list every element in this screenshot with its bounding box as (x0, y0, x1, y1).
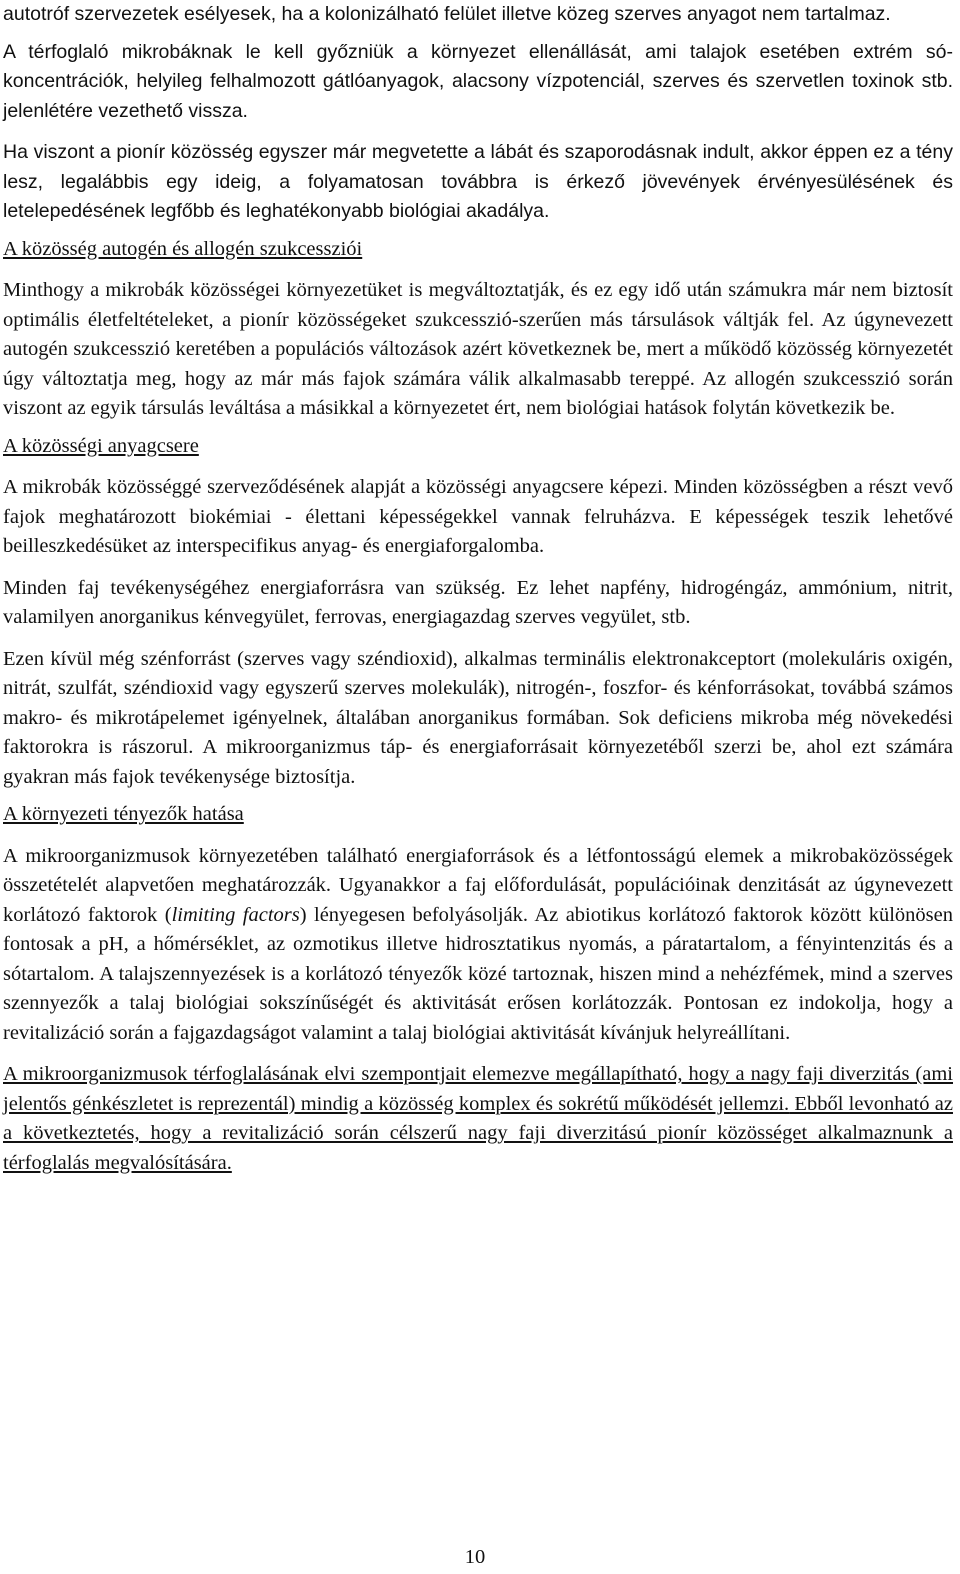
succession-paragraph: Minthogy a mikrobák közösségei környezetüket is megváltoztatják, és ez egy idő után számukra már nem biztosít optimális életfeltételeket, a pionír közösségeket szukcesszió-szerűen más társulások váltják fel. Az úgynevezett autogén szukcesszió keretében a populációs változások azért következnek be, mert a működő közösség környezetét úgy változtatja meg, hogy az már más fajok számára válik alkalmasabb tereppé. Az allogén szukcesszió során viszont az egyik társulás leváltása a másikkal a környezetet ért, nem biológiai hatások folytán következik be. (3, 279, 953, 419)
page-number: 10 (464, 1546, 486, 1568)
section-heading-metabolism: A közösségi anyagcsere (3, 434, 199, 457)
conclusion-paragraph (3, 1060, 953, 1178)
conclusion-text-2: Ebből levonható az a következtetés, hogy a revitalizáció során célszerű nagy faji diverzitású pionír közösséget alkalmaznunk a térfoglalás megvalósítására. (3, 1092, 953, 1174)
conclusion-text-1: A mikroorganizmusok térfoglalásának elvi szempontjait elemezve megállapítható, hogy a nagy faji diverzitás (ami jelentős génkészletet is reprezentál) mindig a közösség komplex és sokrétű működését jellemzi. (3, 1063, 953, 1115)
document-page (3, 0, 953, 1574)
environment-paragraph (3, 842, 953, 1049)
intro-paragraph-1: A térfoglaló mikrobáknak le kell győzniük a környezet ellenállását, ami talajok esetében extrém só-koncentrációk, helyileg felhalmozott gátlóanyagok, alacsony vízpotenciál, szerves és szervetlen toxinok stb. jelenlétére vezethető vissza. (3, 40, 953, 122)
intro-paragraph-2: Ha viszont a pionír közösség egyszer már megvetette a lábát és szaporodásnak indult, akkor éppen ez a tény lesz, legalábbis egy ideig, a folyamatosan továbbra is érkező jövevények érvényesülésének és letelepedésének legfőbb és leghatékonyabb biológiai akadálya. (3, 141, 953, 222)
intro-continuation: autotróf szervezetek esélyesek, ha a kolonizálható felület illetve közeg szerves anyagot nem tartalmaz. (3, 3, 891, 25)
metabolism-paragraph-3: Ezen kívül még szénforrást (szerves vagy széndioxid), alkalmas terminális elektronakceptort (molekuláris oxigén, nitrát, szulfát, széndioxid vagy egyszerű szerves molekulák), nitrogén-, foszfor- és kénforrásokat, továbbá számos makro- és mikrotápelemet igényelnek, általában anorganikus formában. Sok deficiens mikroba még növekedési faktorokra is rászorul. A mikroorganizmus táp- és energiaforrásait környezetéből szerzi be, ahol ezt számára gyakran más fajok tevékenysége biztosítja. (3, 647, 953, 788)
section-heading-environment: A környezeti tényezők hatása (3, 803, 244, 825)
limiting-factors-term: limiting factors (171, 903, 300, 926)
environment-text-a: A mikroorganizmusok környezetében található energiaforrások és a létfontosságú elemek a mikrobaközösségek összetételét alapvetően meghatározzák. Ugyanakkor a faj előfordulását, populációinak denzitását az úgynevezett korlátozó faktorok ( (3, 844, 953, 926)
environment-text-b: ) lényegesen befolyásolják. Az abiotikus korlátozó faktorok között különösen fontosak a pH, a hőmérséklet, az ozmotikus illetve hidrosztatikus nyomás, a páratartalom, a fényintenzitás és a sótartalom. A talajszennyezések is a korlátozó tényezők közé tartoznak, hiszen mind a nehézfémek, mind a szerves szennyezők a talaj biológiai sokszínűségét és aktivitását erősen korlátozzák. Pontosan ez indokolja, hogy a revitalizáció során a fajgazdagságot valamint a talaj biológiai aktivitását kívánjuk helyreállítani. (3, 903, 953, 1044)
metabolism-paragraph-2: Minden faj tevékenységéhez energiaforrásra van szükség. Ez lehet napfény, hidrogéngáz, ammónium, nitrit, valamilyen anorganikus kénvegyület, ferrovas, energiagazdag szerves vegyület, stb. (3, 576, 953, 628)
section-heading-succession: A közösség autogén és allogén szukcessziói (3, 237, 363, 260)
metabolism-paragraph-1: A mikrobák közösséggé szerveződésének alapját a közösségi anyagcsere képezi. Minden közösségben a részt vevő fajok meghatározott biokémiai - élettani képességekkel vannak felruházva. E képességek teszik lehetővé beilleszkedésüket az interspecifikus anyag- és energiaforgalomba. (3, 476, 953, 557)
